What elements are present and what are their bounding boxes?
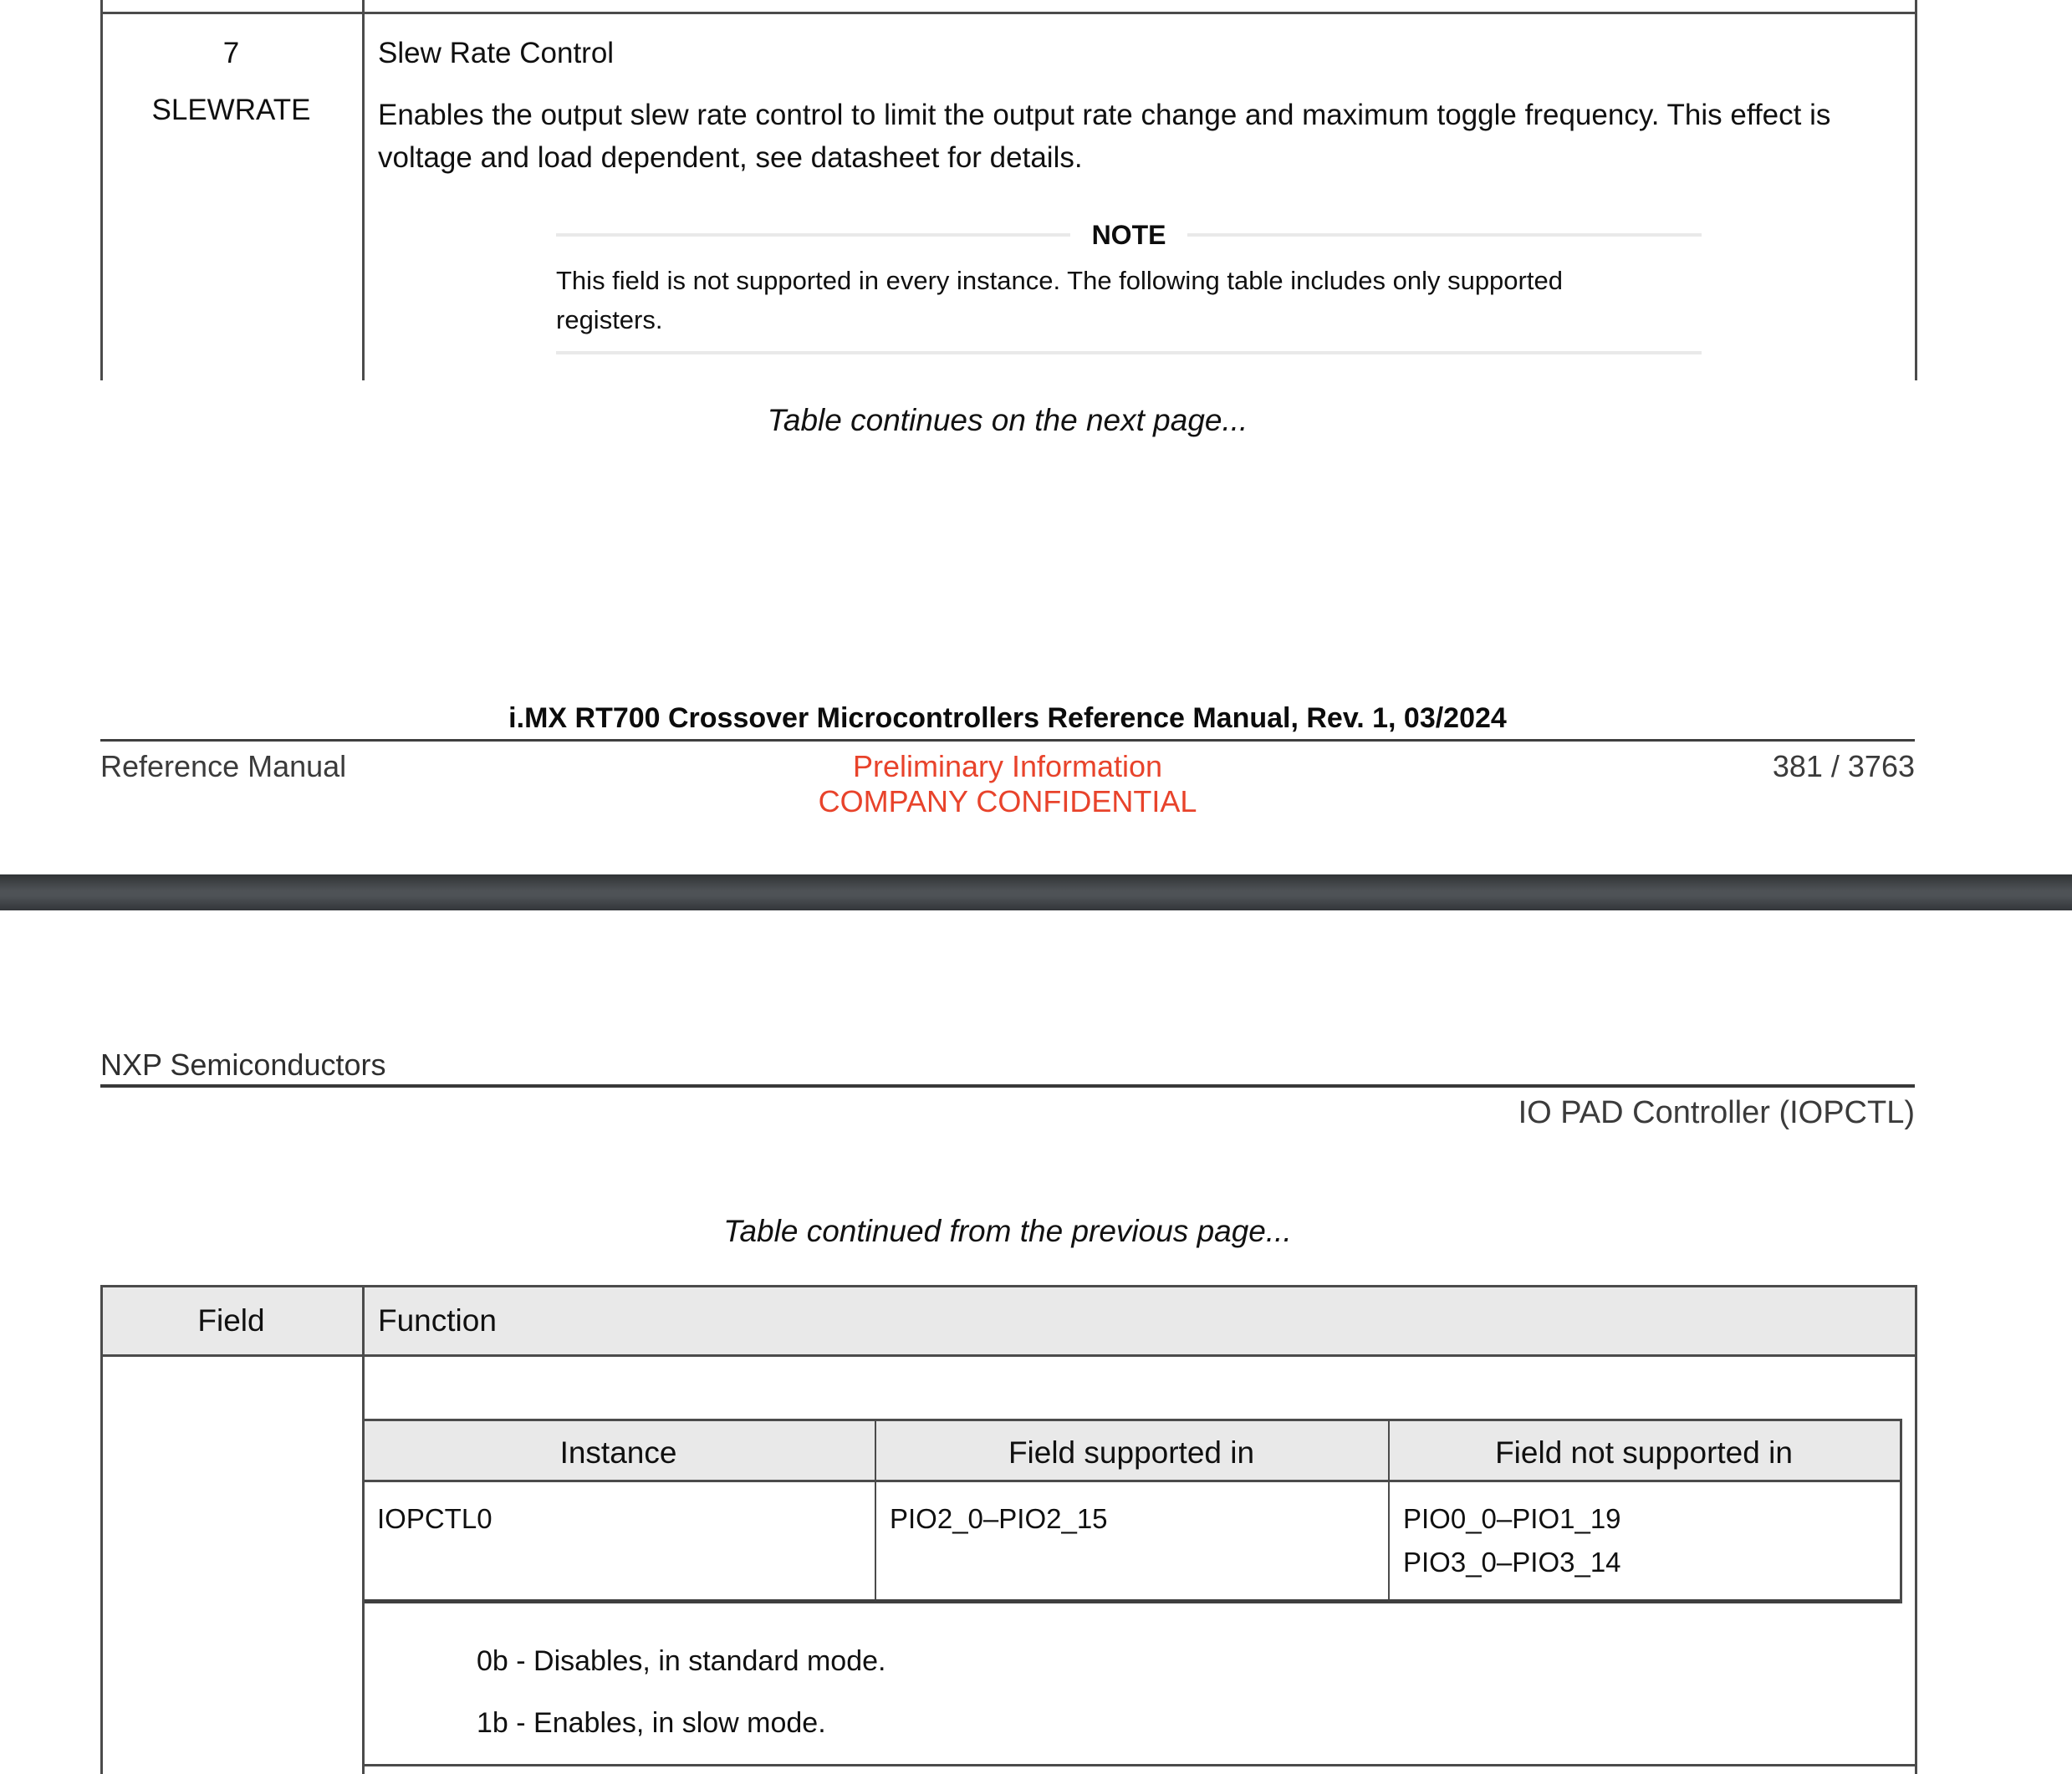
table1-column-divider	[362, 0, 365, 380]
header-rule	[100, 1084, 1915, 1088]
header-chapter: IO PAD Controller (IOPCTL)	[1518, 1095, 1915, 1130]
field-bit-name: SLEWRATE	[151, 94, 311, 126]
footer-preliminary: Preliminary Information	[852, 749, 1163, 783]
header-vendor: NXP Semiconductors	[100, 1048, 386, 1082]
footer-page-number: 381 / 3763	[1772, 749, 1915, 783]
field-bit-number: 7	[222, 37, 240, 69]
table2-right-border	[1915, 1285, 1917, 1774]
footer-doc-type: Reference Manual	[100, 749, 347, 783]
table1-right-border	[1915, 0, 1917, 380]
table2-left-border	[100, 1285, 103, 1774]
footer-confidential: COMPANY CONFIDENTIAL	[818, 784, 1197, 818]
footer-manual-title: i.MX RT700 Crossover Microcontrollers Reference Manual, Rev. 1, 03/2024	[508, 702, 1507, 734]
instance-table-right-border	[1900, 1419, 1902, 1603]
table2-col-field: Field	[197, 1303, 265, 1338]
note-heading	[556, 216, 1702, 254]
not-supported-cell-line2: PIO3_0–PIO3_14	[1403, 1547, 1621, 1578]
supported-cell: PIO2_0–PIO2_15	[890, 1503, 1108, 1534]
note-block	[556, 216, 1702, 354]
instance-table-top-border	[362, 1419, 1902, 1421]
page-2	[0, 910, 2072, 1774]
note-label: NOTE	[1091, 219, 1166, 250]
not-supported-col-header: Field not supported in	[1495, 1435, 1793, 1470]
function-description: Enables the output slew rate control to limit the output rate change and maximum toggle frequency. This effect is voltage and load dependent, see datasheet for details.	[378, 99, 1831, 174]
note-rule-left	[556, 233, 1070, 237]
instance-cell: IOPCTL0	[377, 1503, 492, 1534]
instance-col-header: Instance	[559, 1435, 677, 1470]
note-rule-bottom	[556, 351, 1702, 354]
not-supported-cell-line1: PIO0_0–PIO1_19	[1403, 1503, 1621, 1534]
function-title: Slew Rate Control	[378, 37, 615, 69]
table2-row-bottom-border	[362, 1764, 1917, 1766]
instance-table-header-bottom	[362, 1480, 1902, 1482]
instance-table-bottom-border	[362, 1599, 1902, 1603]
note-text: This field is not supported in every instance. The following table includes only supported registers.	[556, 266, 1563, 334]
table2-top-border	[100, 1285, 1917, 1287]
table1-row-divider	[100, 12, 1917, 14]
value-1b-line: 1b - Enables, in slow mode.	[477, 1707, 826, 1739]
table2-header-bottom-border	[100, 1354, 1917, 1357]
footer-rule	[100, 739, 1915, 742]
table-continues-text: Table continues on the next page...	[767, 403, 1248, 437]
supported-col-header: Field supported in	[1008, 1435, 1255, 1470]
table2-col-function: Function	[378, 1303, 497, 1338]
page-separator	[0, 874, 2072, 910]
table-continued-text: Table continued from the previous page...	[723, 1214, 1292, 1248]
page-1	[0, 0, 2072, 874]
value-0b-line: 0b - Disables, in standard mode.	[477, 1645, 886, 1677]
table2-header-fill	[100, 1285, 1915, 1357]
note-rule-right	[1187, 233, 1702, 237]
